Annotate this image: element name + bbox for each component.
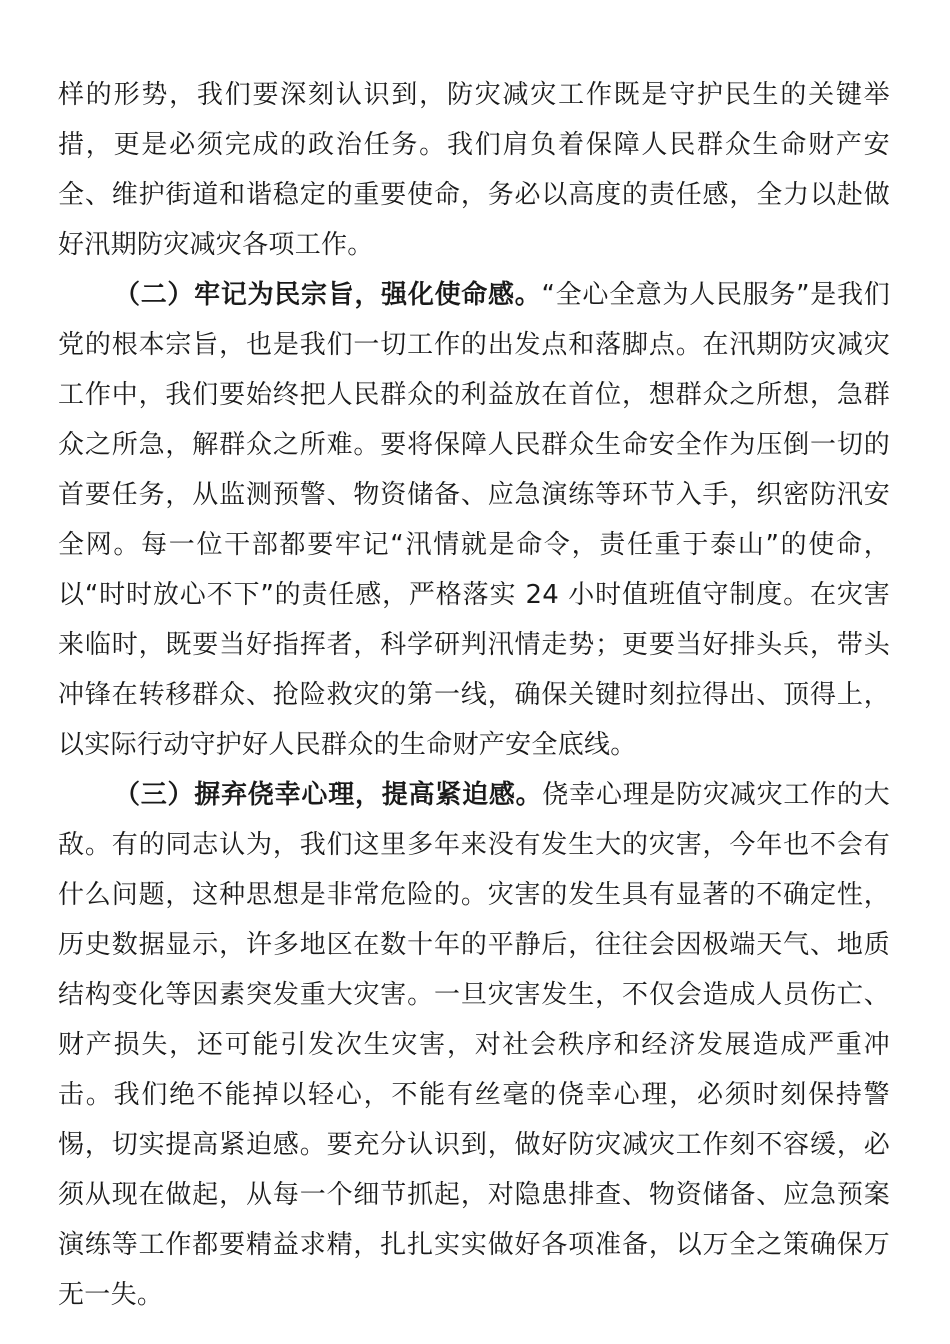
paragraph-2-text: “全心全意为人民服务”是我们党的根本宗旨，也是我们一切工作的出发点和落脚点。在汛期防灾减灾工作中，我们要始终把人民群众的利益放在首位，想群众之所想，急群众之所急，解群众之所难。要将保障人民群众生命安全作为压倒一切的首要任务，从监测预警、物资储备、应急演练等环节入手，织密防汛安全网。每一位干部都要牢记“汛情就是命令，责任重于泰山”的使命，以“时时放心不下”的责任感，严格落实 24 小时值班值守制度。在灾害来临时，既要当好指挥者，科学研判汛情走势；更要当好排头兵，带头冲锋在转移群众、抢险救灾的第一线，确保关键时刻拉得出、顶得上，以实际行动守护好人民群众的生命财产安全底线。 [58,280,890,760]
paragraph-3-heading: （三）摒弃侥幸心理，提高紧迫感。 [114,780,543,810]
paragraph-3 [58,770,890,1320]
paragraph-2-heading: （二）牢记为民宗旨，强化使命感。 [114,280,542,310]
paragraph-3-text: 侥幸心理是防灾减灾工作的大敌。有的同志认为，我们这里多年来没有发生大的灾害，今年也不会有什么问题，这种思想是非常危险的。灾害的发生具有显著的不确定性，历史数据显示，许多地区在数十年的平静后，往往会因极端天气、地质结构变化等因素突发重大灾害。一旦灾害发生，不仅会造成人员伤亡、财产损失，还可能引发次生灾害，对社会秩序和经济发展造成严重冲击。我们绝不能掉以轻心，不能有丝毫的侥幸心理，必须时刻保持警惕，切实提高紧迫感。要充分认识到，做好防灾减灾工作刻不容缓，必须从现在做起，从每一个细节抓起，对隐患排查、物资储备、应急预案演练等工作都要精益求精，扎扎实实做好各项准备，以万全之策确保万无一失。 [58,780,890,1310]
document-page [58,70,890,1320]
paragraph-1-text: 样的形势，我们要深刻认识到，防灾减灾工作既是守护民生的关键举措，更是必须完成的政治任务。我们肩负着保障人民群众生命财产安全、维护街道和谐稳定的重要使命，务必以高度的责任感，全力以赴做好汛期防灾减灾各项工作。 [58,80,890,260]
paragraph-2 [58,270,890,770]
paragraph-1 [58,70,890,270]
